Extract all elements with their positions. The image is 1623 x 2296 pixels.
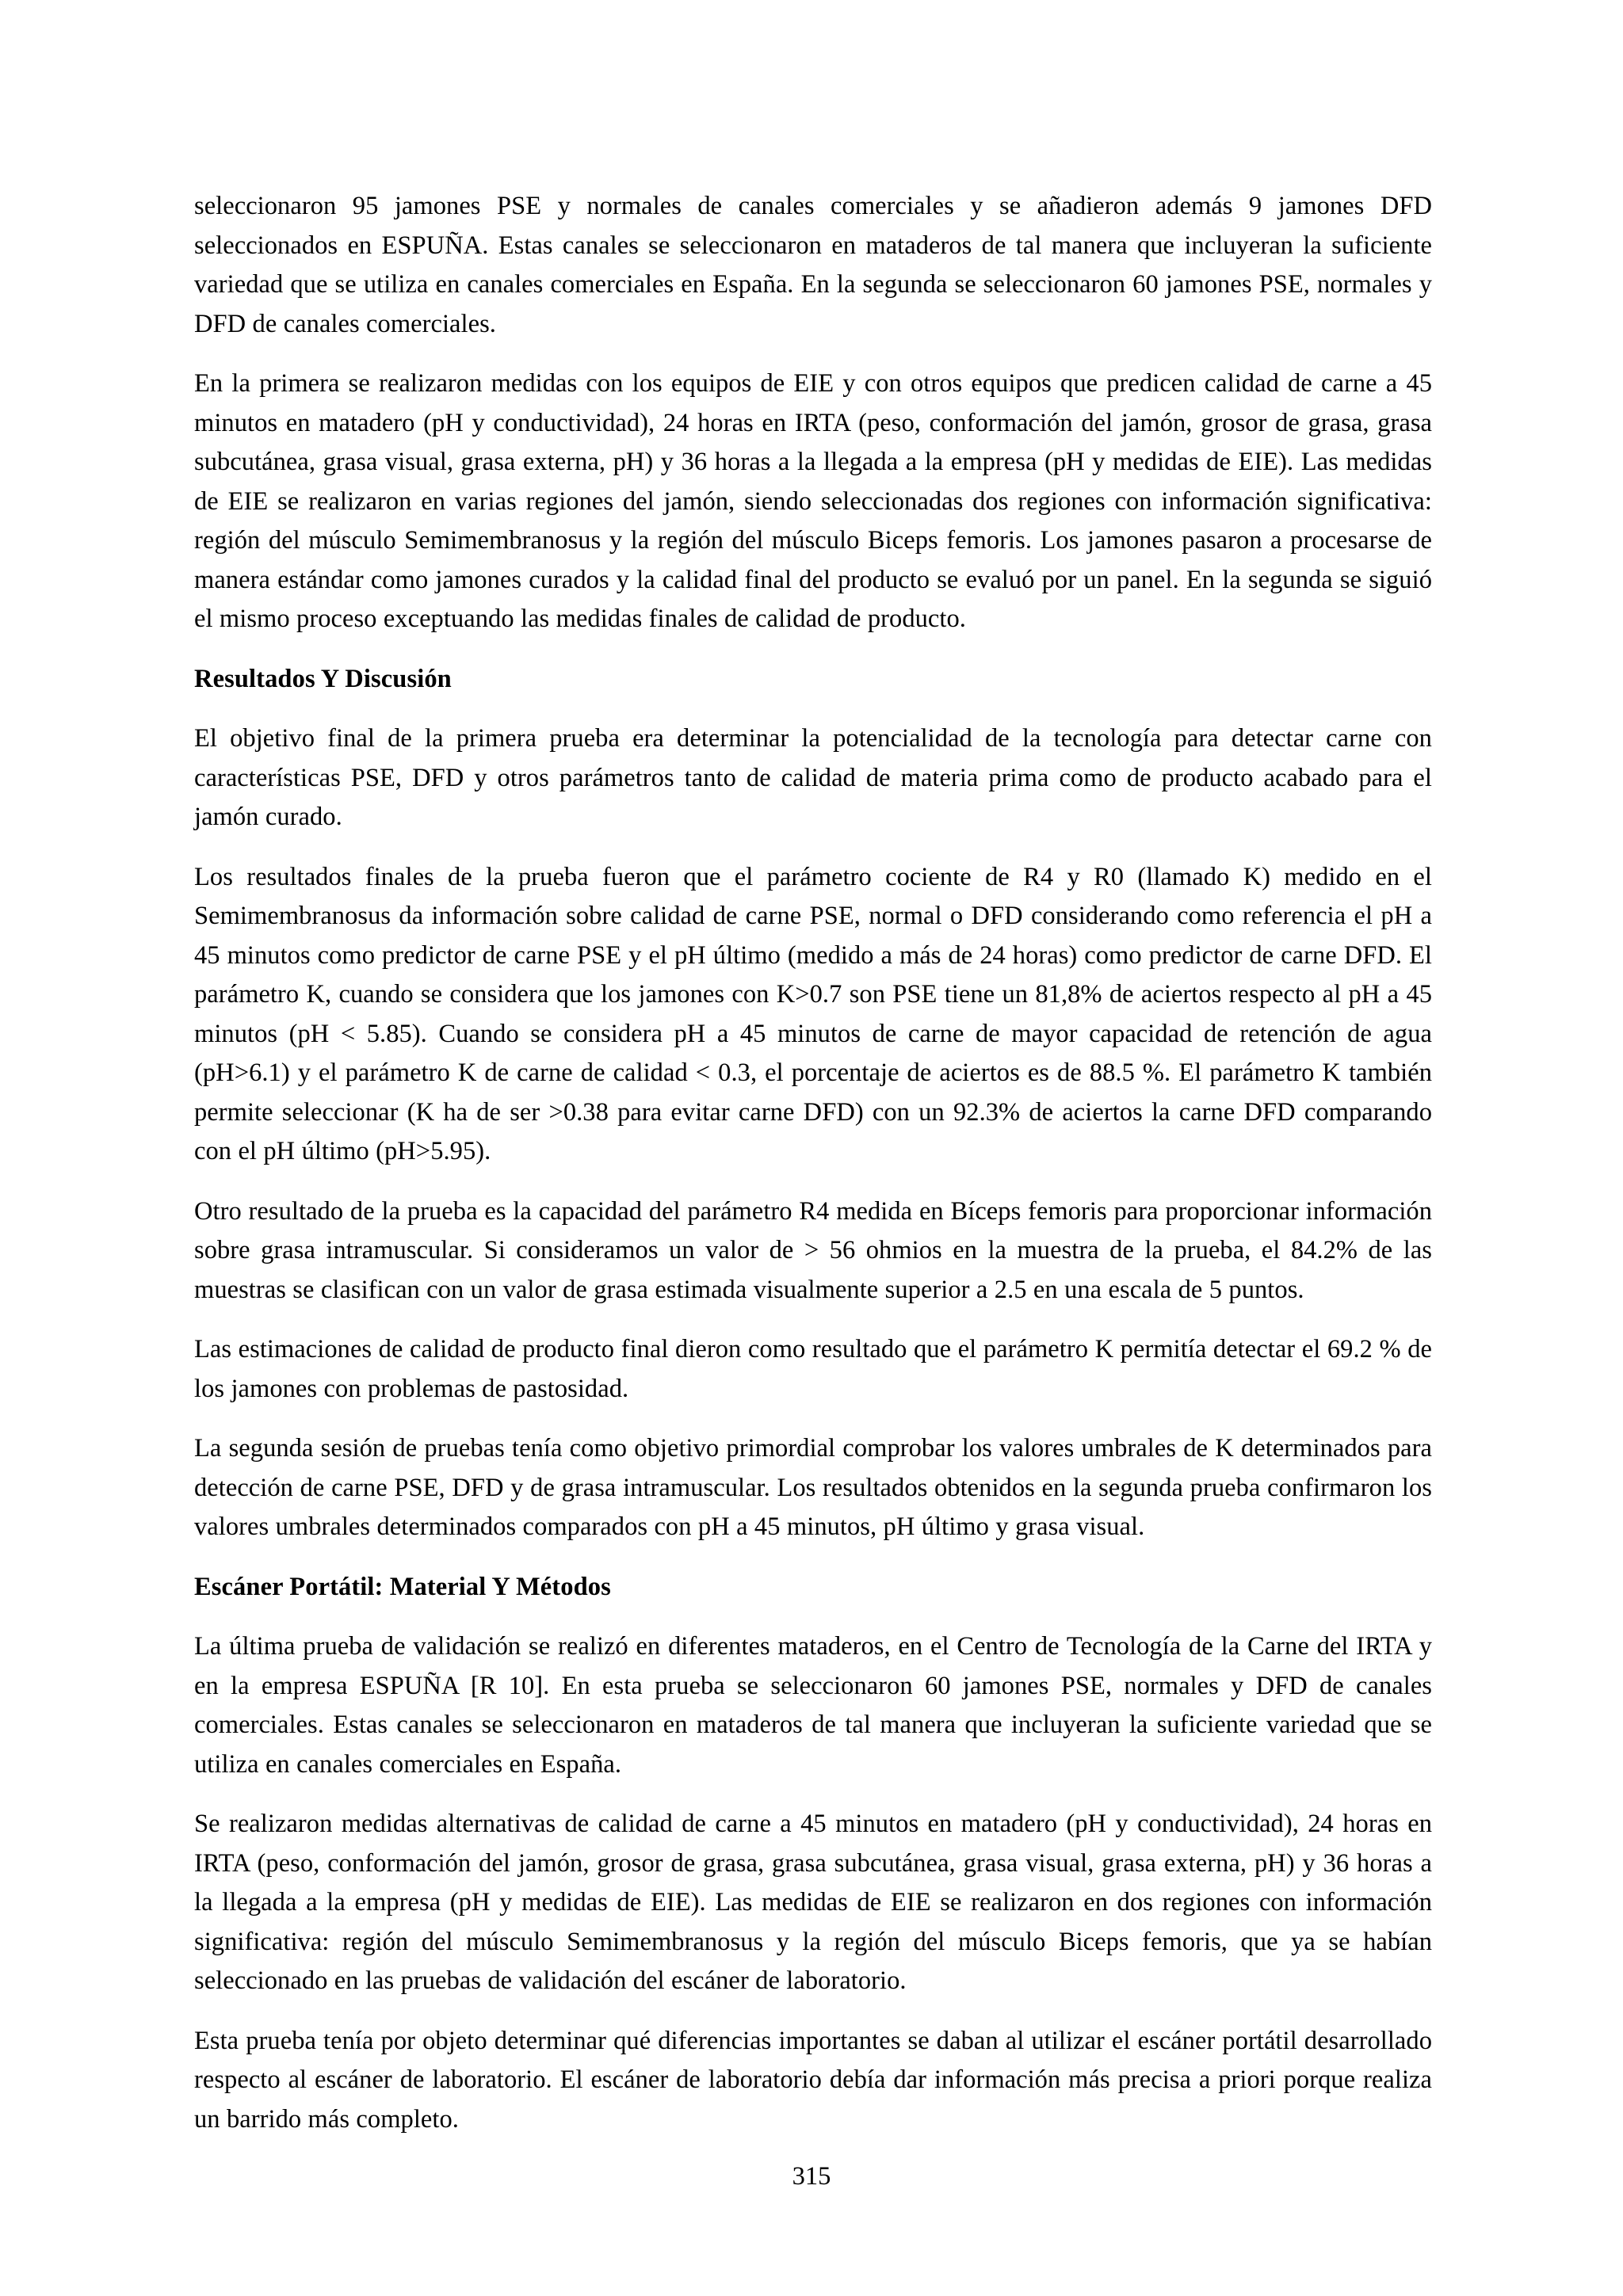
heading-escaner-portatil-material-y-metodos: Escáner Portátil: Material Y Métodos [194, 1572, 611, 1601]
paragraph-esta-prueba-diferencias-escaner: Esta prueba tenía por objeto determinar qué diferencias importantes se daban al utilizar el escáner portátil desarrollado respecto al escáner de laboratorio. El escáner de laboratorio debía dar información más precisa a priori porque realiza un barrido más completo. [194, 2026, 1432, 2134]
paragraph-en-la-primera-medidas-eie: En la primera se realizaron medidas con los equipos de EIE y con otros equipos que predicen calidad de carne a 45 minutos en matadero (pH y conductividad), 24 horas en IRTA (peso, conformación del jamón, grosor de grasa, grasa subcutánea, grasa visual, grasa externa, pH) y 36 horas a la llegada a la empresa (pH y medidas de EIE). Las medidas de EIE se realizaron en varias regiones del jamón, siendo seleccionadas dos regiones con información significativa: región del músculo Semimembranosus y la región del músculo Biceps femoris. Los jamones pasaron a procesarse de manera estándar como jamones curados y la calidad final del producto se evaluó por un panel. En la segunda se siguió el mismo proceso exceptuando las medidas finales de calidad de producto. [194, 369, 1432, 633]
paragraph-resultados-finales-parametro-k: Los resultados finales de la prueba fueron que el parámetro cociente de R4 y R0 (llamado K) medido en el Semimembranosus da información sobre calidad de carne PSE, normal o DFD considerando como referencia el pH a 45 minutos como predictor de carne PSE y el pH último (medido a más de 24 horas) como predictor de carne DFD. El parámetro K, cuando se considera que los jamones con K>0.7 son PSE tiene un 81,8% de aciertos respecto al pH a 45 minutos (pH < 5.85). Cuando se considera pH a 45 minutos de carne de mayor capacidad de retención de agua (pH>6.1) y el parámetro K de carne de calidad < 0.3, el porcentaje de aciertos es de 88.5 %. El parámetro K también permite seleccionar (K ha de ser >0.38 para evitar carne DFD) con un 92.3% de aciertos la carne DFD comparando con el pH último (pH>5.95). [194, 862, 1432, 1165]
heading-resultados-y-discusion: Resultados Y Discusión [194, 664, 452, 693]
paragraph-objetivo-final-primera-prueba: El objetivo final de la primera prueba era determinar la potencialidad de la tecnología para detectar carne con características PSE, DFD y otros parámetros tanto de calidad de materia prima como de producto acabado para el jamón curado. [194, 724, 1432, 831]
page-number: 315 [792, 2162, 831, 2191]
paragraph-ultima-prueba-validacion: La última prueba de validación se realizó en diferentes mataderos, en el Centro de Tecnología de la Carne del IRTA y en la empresa ESPUÑA [R 10]. En esta prueba se seleccionaron 60 jamones PSE, normales y DFD de canales comerciales. Estas canales se seleccionaron en mataderos de tal manera que incluyeran la suficiente variedad que se utiliza en canales comerciales en España. [194, 1632, 1432, 1779]
paragraph-medidas-alternativas-calidad-carne: Se realizaron medidas alternativas de calidad de carne a 45 minutos en matadero (pH y conductividad), 24 horas en IRTA (peso, conformación del jamón, grosor de grasa, grasa subcutánea, grasa visual, grasa externa, pH) y 36 horas a la llegada a la empresa (pH y medidas de EIE). Las medidas de EIE se realizaron en dos regiones con información significativa: región del músculo Semimembranosus y la región del músculo Biceps femoris, que ya se habían seleccionado en las pruebas de validación del escáner de laboratorio. [194, 1810, 1432, 1995]
page-text-column [194, 187, 1432, 2139]
paragraph-seleccionaron-95-jamones: seleccionaron 95 jamones PSE y normales de canales comerciales y se añadieron además 9 jamones DFD seleccionados en ESPUÑA. Estas canales se seleccionaron en mataderos de tal manera que incluyeran la suficiente variedad que se utiliza en canales comerciales en España. En la segunda se seleccionaron 60 jamones PSE, normales y DFD de canales comerciales. [194, 192, 1432, 338]
paragraph-otro-resultado-r4-biceps: Otro resultado de la prueba es la capacidad del parámetro R4 medida en Bíceps femoris para proporcionar información sobre grasa intramuscular. Si consideramos un valor de > 56 ohmios en la muestra de la prueba, el 84.2% de las muestras se clasifican con un valor de grasa estimada visualmente superior a 2.5 en una escala de 5 puntos. [194, 1196, 1432, 1304]
paragraph-segunda-sesion-pruebas: La segunda sesión de pruebas tenía como objetivo primordial comprobar los valores umbrales de K determinados para detección de carne PSE, DFD y de grasa intramuscular. Los resultados obtenidos en la segunda prueba confirmaron los valores umbrales determinados comparados con pH a 45 minutos, pH último y grasa visual. [194, 1434, 1432, 1541]
paragraph-estimaciones-calidad-producto-final: Las estimaciones de calidad de producto final dieron como resultado que el parámetro K permitía detectar el 69.2 % de los jamones con problemas de pastosidad. [194, 1335, 1432, 1403]
